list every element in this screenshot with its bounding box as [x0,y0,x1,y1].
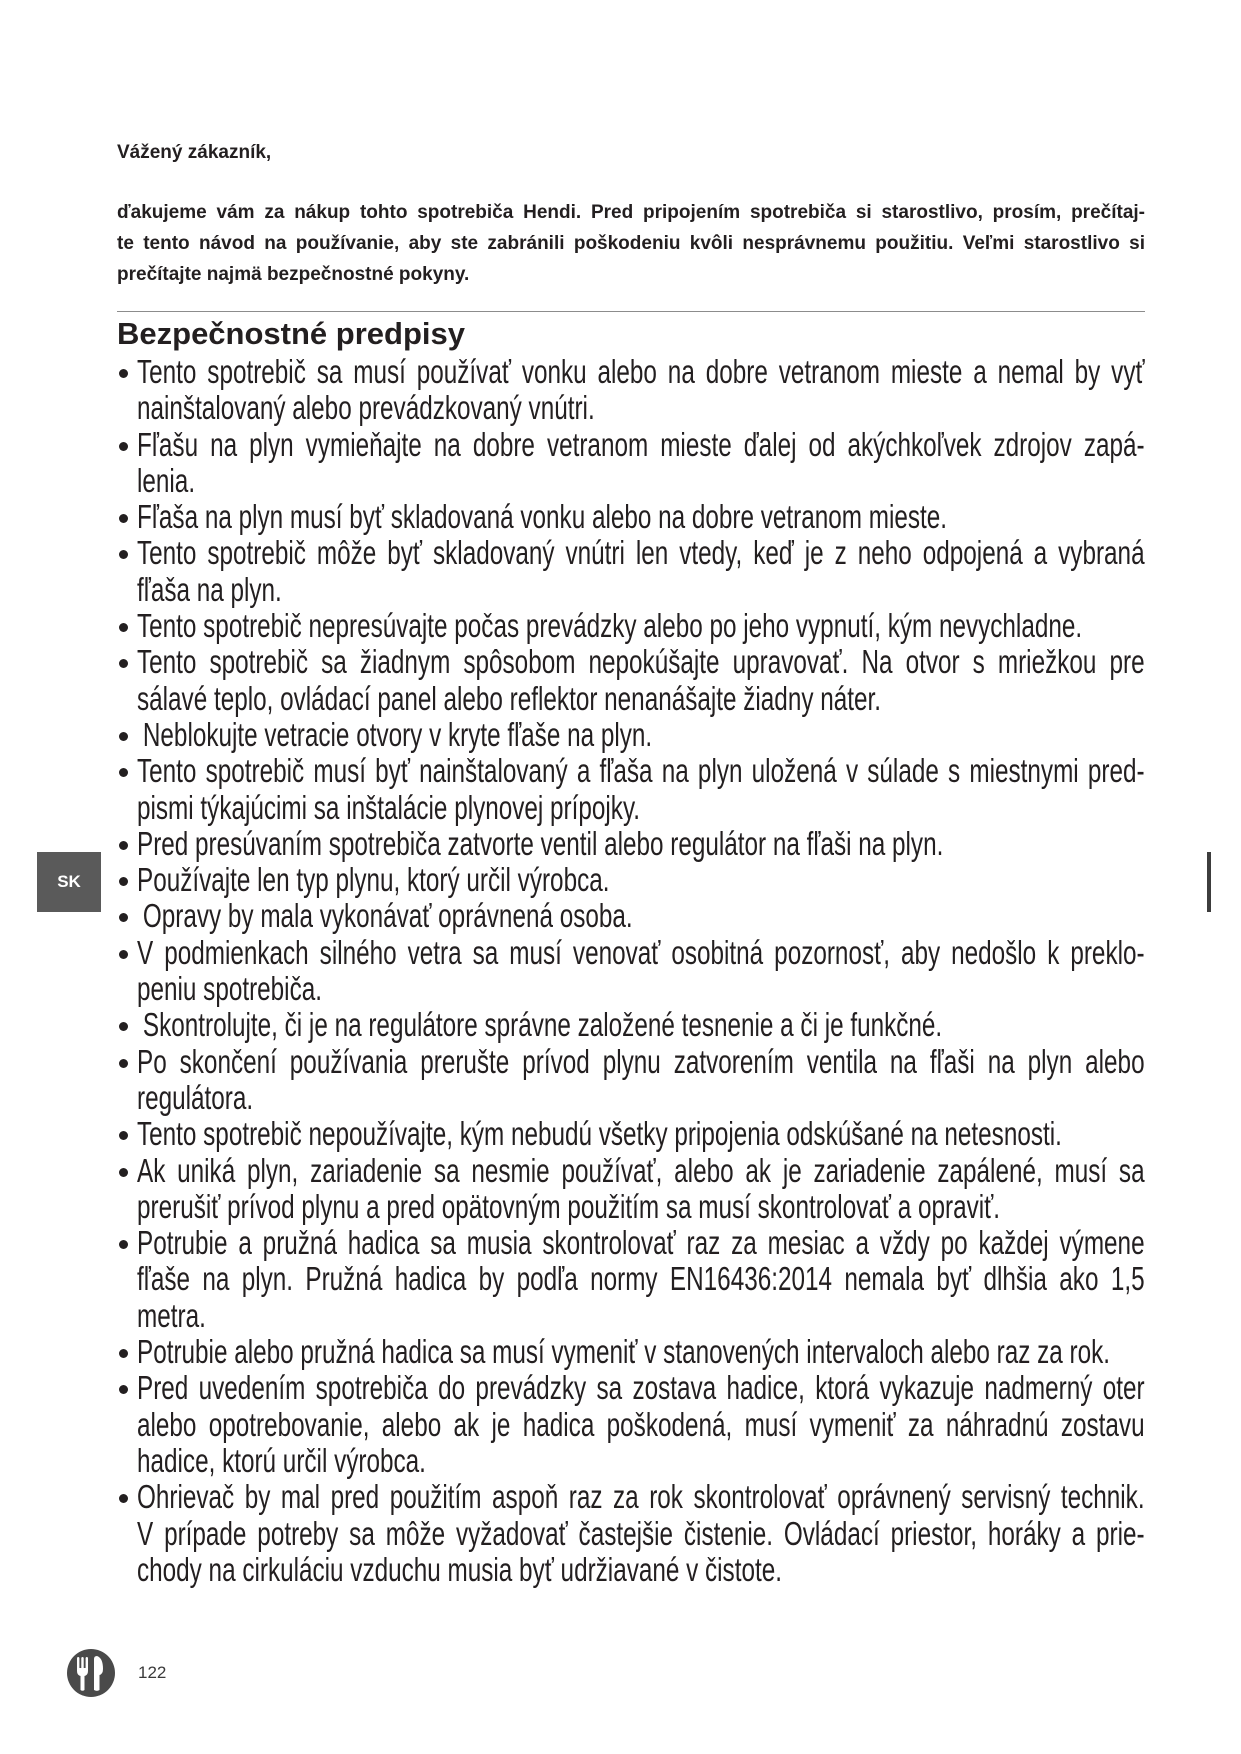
list-item [117,1334,1145,1370]
list-item-text [137,753,1145,826]
list-item [117,644,1145,717]
bullet-icon [119,950,128,959]
list-item-line: Opravy by mala vykonávať oprávnená osoba. [142,898,633,935]
list-item-text [137,499,1145,535]
list-item [117,354,1145,427]
list-item-line: chody na cirkuláciu vzduchu musia byť udržiavané v čistote. [137,1550,782,1588]
safety-list [117,354,1145,1588]
bullet-icon [119,623,128,632]
list-item-text [137,1479,1145,1588]
list-item-line: Tento spotrebič sa žiadnym spôsobom nepokúšajte upravovať. Na otvor s mriežkou pre [137,644,1145,681]
list-item-text [137,1007,1145,1043]
list-item-line: Potrubie a pružná hadica sa musia skontrolovať raz za mesiac a vždy po každej výmene [137,1225,1145,1262]
bullet-icon [119,369,128,378]
bullet-icon [119,442,128,451]
bullet-icon [119,841,128,850]
bullet-icon [119,659,128,668]
salutation: Vážený zákazník, [117,142,272,163]
list-item-line: Ak uniká plyn, zariadenie sa nesmie používať, alebo ak je zariadenie zapálené, musí sa [137,1152,1145,1189]
list-item [117,1116,1145,1152]
section-divider [117,311,1145,312]
list-item-line: Neblokujte vetracie otvory v kryte fľaše na plyn. [142,716,653,753]
list-item-line: Fľaša na plyn musí byť skladovaná vonku alebo na dobre vetranom mieste. [137,499,948,536]
intro-line: prečítajte najmä bezpečnostné pokyny. [117,264,470,285]
bullet-icon [119,1240,128,1249]
list-item [117,898,1145,934]
list-item-line: hadice, ktorú určil výrobca. [137,1441,426,1479]
bullet-icon [119,1385,128,1394]
side-marker [1207,852,1211,912]
list-item-line: Tento spotrebič sa musí používať vonku alebo na dobre vetranom mieste a nemal by vyť [137,354,1145,390]
bullet-icon [119,768,128,777]
language-tab [37,852,101,912]
fork-knife-logo-icon [67,1649,115,1697]
list-item-text [137,1370,1145,1479]
list-item-line: fľaša na plyn. [137,570,282,608]
bullet-icon [119,913,128,922]
bullet-icon [119,1168,128,1177]
list-item-line: Potrubie alebo pružná hadica sa musí vymeniť v stanovených intervaloch alebo raz za rok. [137,1334,1111,1371]
list-item-line: sálavé teplo, ovládací panel alebo reflektor nenanášajte žiadny náter. [137,679,881,717]
list-item [117,862,1145,898]
list-item-line: alebo opotrebovanie, alebo ak je hadica poškodená, musí vymeniť za náhradnú zostavu [137,1405,1145,1443]
list-item-line: prerušiť prívod plynu a pred opätovným použitím sa musí skontrolovať a opraviť. [137,1187,1000,1225]
list-item-line: metra. [137,1296,206,1334]
list-item-line: Skontrolujte, či je na regulátore správne založené tesnenie a či je funkčné. [142,1007,943,1044]
bullet-icon [119,514,128,523]
list-item-text [137,1044,1145,1117]
list-item-line: pismi týkajúcimi sa inštalácie plynovej prípojky. [137,788,641,826]
list-item [117,1044,1145,1117]
bullet-icon [119,1131,128,1140]
intro-line: te tento návod na používanie, aby ste zabránili poškodeniu kvôli nesprávnemu použitiu. Veľmi starostlivo si [117,233,1145,254]
list-item-text [137,1334,1145,1370]
list-item-text [137,354,1145,427]
bullet-icon [119,1494,128,1503]
bullet-icon [119,1349,128,1358]
list-item [117,1479,1145,1588]
list-item-line: lenia. [137,461,196,499]
language-tab-label: SK [57,872,81,891]
list-item-text [137,862,1145,898]
list-item-line: nainštalovaný alebo prevádzkovaný vnútri. [137,389,595,427]
list-item-text [137,826,1145,862]
list-item [117,1153,1145,1226]
list-item-text [137,1153,1145,1226]
list-item-line: peniu spotrebiča. [137,970,322,1008]
bullet-icon [119,877,128,886]
bullet-icon [119,1059,128,1068]
list-item [117,826,1145,862]
bullet-icon [119,550,128,559]
list-item [117,1225,1145,1334]
list-item-text [137,608,1145,644]
list-item-text [137,1116,1145,1152]
list-item-line: Po skončení používania prerušte prívod plynu zatvorením ventila na fľaši na plyn alebo [137,1043,1145,1080]
list-item [117,753,1145,826]
list-item-text [137,535,1145,608]
list-item-text [137,898,1145,934]
list-item-line: Fľašu na plyn vymieňajte na dobre vetranom mieste ďalej od akýchkoľvek zdrojov zapá- [137,426,1145,463]
intro-line: ďakujeme vám za nákup tohto spotrebiča Hendi. Pred pripojením spotrebiča si starostlivo, prosím, prečítaj- [117,202,1145,223]
list-item [117,1007,1145,1043]
list-item-line: regulátora. [137,1078,254,1116]
section-title: Bezpečnostné predpisy [117,316,465,351]
list-item [117,935,1145,1008]
list-item-text [137,427,1145,500]
list-item-line: V prípade potreby sa môže vyžadovať častejšie čistenie. Ovládací priestor, horáky a prie- [137,1514,1145,1552]
list-item-text [137,935,1145,1008]
list-item [117,717,1145,753]
list-item-line: Pred uvedením spotrebiča do prevádzky sa zostava hadice, ktorá vykazuje nadmerný oter [137,1370,1145,1407]
list-item-line: Tento spotrebič môže byť skladovaný vnútri len vtedy, keď je z neho odpojená a vybraná [137,535,1145,572]
list-item [117,1370,1145,1479]
list-item-line: Používajte len typ plynu, ktorý určil výrobca. [137,862,610,899]
list-item [117,499,1145,535]
intro-paragraph [117,197,1145,290]
list-item-line: Ohrievač by mal pred použitím aspoň raz za rok skontrolovať oprávnený servisný technik. [137,1479,1145,1516]
list-item-text [137,717,1145,753]
list-item [117,608,1145,644]
list-item-line: Tento spotrebič musí byť nainštalovaný a fľaša na plyn uložená v súlade s miestnymi pred- [137,753,1145,790]
list-item-line: fľaše na plyn. Pružná hadica by podľa normy EN16436:2014 nemala byť dlhšia ako 1,5 [137,1260,1145,1298]
list-item-line: V podmienkach silného vetra sa musí venovať osobitná pozornosť, aby nedošlo k preklo- [137,934,1145,971]
list-item-text [137,644,1145,717]
list-item-text [137,1225,1145,1334]
list-item-line: Tento spotrebič nepoužívajte, kým nebudú všetky pripojenia odskúšané na netesnosti. [137,1116,1062,1153]
list-item [117,535,1145,608]
list-item-line: Tento spotrebič nepresúvajte počas prevádzky alebo po jeho vypnutí, kým nevychladne. [137,608,1083,645]
bullet-icon [119,1022,128,1031]
page-number: 122 [138,1663,167,1682]
list-item [117,427,1145,500]
list-item-line: Pred presúvaním spotrebiča zatvorte ventil alebo regulátor na fľaši na plyn. [137,825,944,862]
bullet-icon [119,732,128,741]
